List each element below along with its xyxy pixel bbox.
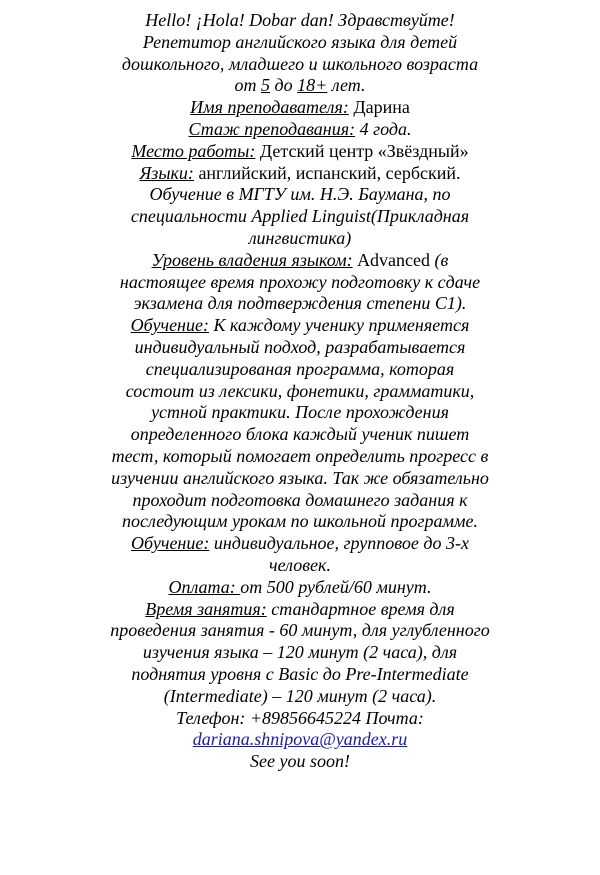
email-line [110, 729, 490, 751]
languages-line [110, 163, 490, 185]
experience-line [110, 119, 490, 141]
intro-paragraph [110, 32, 490, 97]
teacher-line [110, 97, 490, 119]
method-value: К каждому ученику применяется индивидуальный подход, разрабатывается специализированая программа, которая состоит из лексики, фонетики, грамматики, устной практики. После прохождения определенного блока каждый ученик пишет тест, который помогает определить прогресс в изучении английского языка. Так же обязательно проходит подготовка домашнего задания к последующим урокам по школьной программе. [111, 315, 489, 532]
duration-line [110, 599, 490, 708]
contacts-line: Телефон: +89856645224 Почта: [176, 707, 424, 728]
workplace-value: Детский центр «Звёздный» [255, 140, 469, 161]
flyer-text [110, 10, 490, 773]
greeting-line: Hello! ¡Hola! Dobar dan! Здравствуйте! [145, 10, 455, 30]
method-line [110, 315, 490, 533]
teacher-label: Имя преподавателя: [190, 97, 349, 118]
duration-value: стандартное время для проведения занятия - 60 минут, для углубленного изучения языка – 120 минут (2 часа), для поднятия уровня с Basic до Pre-Intermediate (Intermediate) – 120 минут (2 часа). [110, 598, 490, 706]
payment-value: от 500 рублей/60 минут. [240, 576, 432, 597]
payment-label: Оплата: [168, 576, 241, 597]
payment-line [110, 577, 490, 599]
format-line [110, 533, 490, 577]
experience-label: Стаж преподавания: [188, 118, 356, 139]
languages-label: Языки: [139, 162, 194, 183]
teacher-value: Дарина [348, 97, 410, 118]
level-line [110, 250, 490, 315]
level-label: Уровень владения языком: [151, 249, 353, 270]
email-link[interactable]: dariana.shnipova@yandex.ru [192, 729, 408, 750]
languages-value: английский, испанский, сербский. [193, 162, 461, 183]
intro-middle: до [269, 75, 298, 96]
experience-value: 4 года. [355, 118, 412, 139]
workplace-line [110, 141, 490, 163]
format-value: индивидуальное, групповое до 3-х человек. [209, 533, 469, 575]
age-from: 5 [260, 75, 270, 96]
level-value-upright: Advanced [352, 249, 431, 270]
level-value: (в настоящее время прохожу подготовку к сдаче экзамена для подтверждения степени C1). [119, 249, 481, 314]
age-to: 18+ [297, 75, 328, 96]
intro-text: Репетитор английского языка для детей дошкольного, младшего и школьного возраста от [121, 31, 479, 96]
duration-label: Время занятия: [145, 598, 267, 619]
intro-end: лет. [327, 75, 366, 96]
workplace-label: Место работы: [131, 140, 256, 161]
education-line: Обучение в МГТУ им. Н.Э. Баумана, по специальности Applied Linguist(Прикладная лингвистика) [130, 184, 470, 248]
closing-line: See you soon! [250, 751, 350, 772]
format-label: Обучение: [131, 533, 210, 554]
method-label: Обучение: [130, 315, 209, 336]
